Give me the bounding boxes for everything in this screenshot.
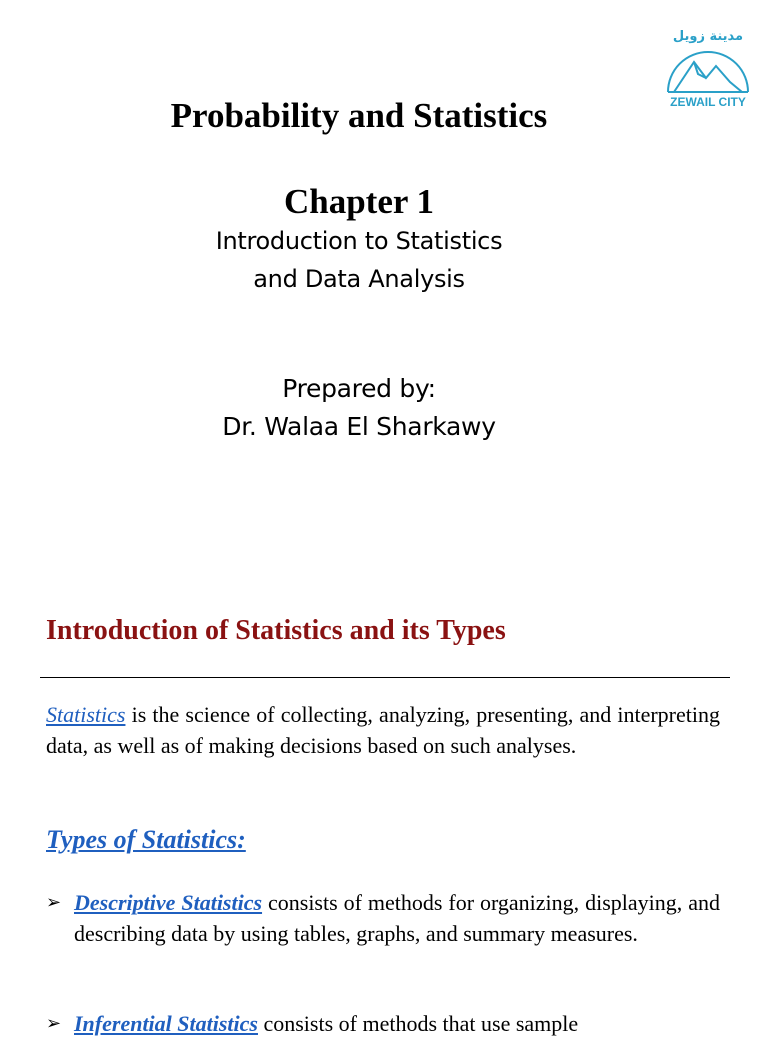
types-heading: Types of Statistics:: [46, 825, 246, 854]
prepared-by-block: [0, 370, 718, 446]
chapter-label: Chapter 1: [283, 182, 435, 221]
logo-english-text: ZEWAIL CITY: [670, 95, 746, 109]
heading-divider: [40, 677, 730, 678]
author-name: Dr. Walaa El Sharkawy: [222, 412, 496, 441]
statistics-definition: [46, 699, 720, 761]
arrow-bullet-icon: ➢: [46, 892, 62, 912]
subtitle-line-2: and Data Analysis: [253, 265, 465, 293]
content-slide: [0, 560, 768, 1036]
chapter-subtitle: [0, 222, 718, 298]
subtitle-line-1: Introduction to Statistics: [215, 227, 503, 255]
descriptive-text: consists of methods for organizing, displaying, and describing data by using tables, graphs, and summary measures.: [74, 890, 720, 946]
course-title: Probability and Statistics: [170, 96, 548, 135]
statistics-term: Statistics: [46, 702, 126, 727]
definition-text: is the science of collecting, analyzing, presenting, and interpreting data, as well as of making decisions based on such analyses.: [46, 702, 720, 758]
arrow-bullet-icon: ➢: [46, 1013, 62, 1033]
bullet-descriptive: [46, 887, 720, 949]
prepared-by-label: Prepared by:: [282, 374, 436, 403]
logo-arabic-text: مدينة زويل: [672, 29, 744, 44]
inferential-term: Inferential Statistics: [74, 1011, 258, 1036]
inferential-text: consists of methods that use sample: [257, 1011, 579, 1036]
section-heading: Introduction of Statistics and its Types: [46, 615, 506, 646]
descriptive-term: Descriptive Statistics: [74, 890, 263, 915]
